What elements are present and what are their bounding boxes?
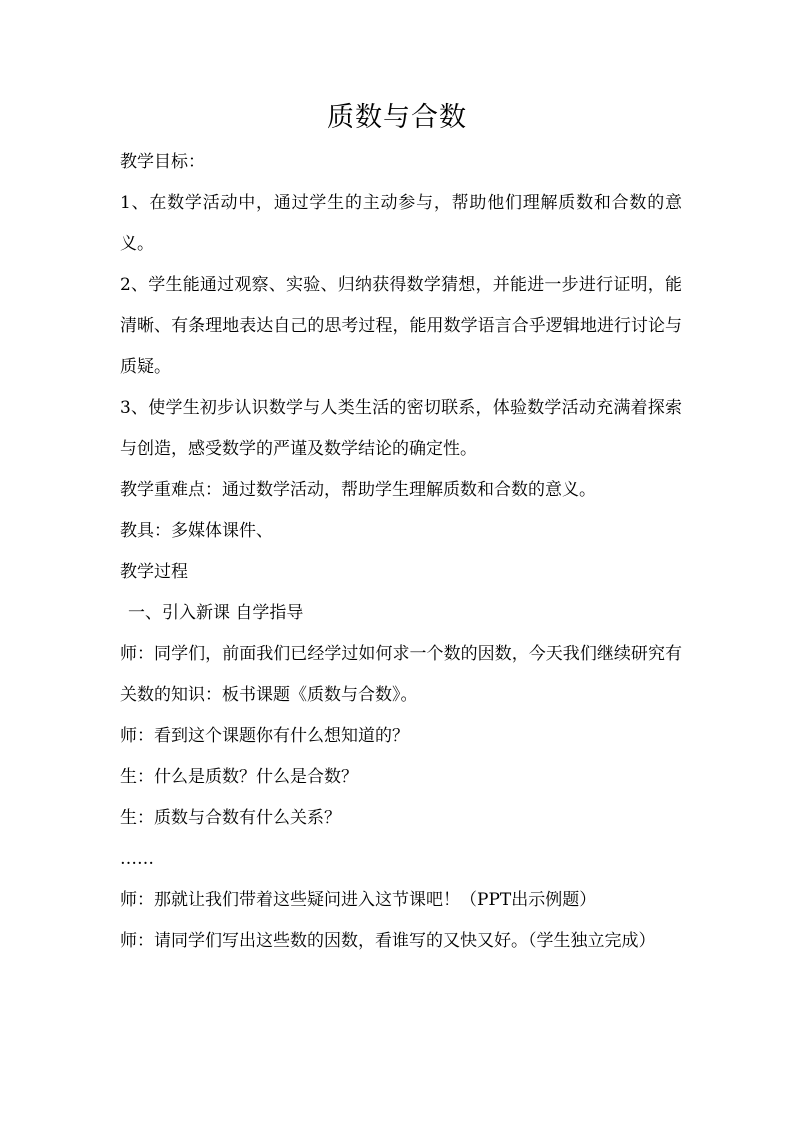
paragraph-teacher-transition: 师：那就让我们带着这些疑问进入这节课吧！（PPT出示例题） xyxy=(120,890,597,910)
paragraph-teaching-process-heading: 教学过程 xyxy=(120,562,188,582)
paragraph-goal-1: 1、在数学活动中，通过学生的主动参与，帮助他们理解质数和合数的意义。 xyxy=(120,193,682,254)
document-body xyxy=(120,142,682,962)
paragraph-key-points: 教学重难点：通过数学活动，帮助学生理解质数和合数的意义。 xyxy=(120,480,596,500)
paragraph-student-answer-1: 生：什么是质数？什么是合数？ xyxy=(120,767,358,787)
paragraph-student-answer-2: 生：质数与合数有什么关系？ xyxy=(120,808,341,828)
document-title: 质数与合数 xyxy=(327,102,467,133)
paragraph-goal-2: 2、学生能通过观察、实验、归纳获得数学猜想，并能进一步进行证明，能清晰、有条理地表达自己的思考过程，能用数学语言合乎逻辑地进行讨论与质疑。 xyxy=(120,275,682,377)
paragraph-teacher-task: 师：请同学们写出这些数的因数，看谁写的又快又好。（学生独立完成） xyxy=(120,931,656,951)
paragraph-ellipsis: …… xyxy=(120,849,154,869)
paragraph-teacher-question: 师：看到这个课题你有什么想知道的？ xyxy=(120,726,409,746)
paragraph-goal-3: 3、使学生初步认识数学与人类生活的密切联系，体验数学活动充满着探索与创造，感受数学的严谨及数学结论的确定性。 xyxy=(120,398,682,459)
section-heading-introduction: 一、引入新课 自学指导 xyxy=(128,603,304,623)
paragraph-teaching-aids: 教具：多媒体课件、 xyxy=(120,521,273,541)
paragraph-teacher-intro: 师：同学们，前面我们已经学过如何求一个数的因数，今天我们继续研究有关数的知识：板书课题《质数与合数》。 xyxy=(120,644,682,705)
paragraph-teaching-goals-heading: 教学目标： xyxy=(120,152,205,172)
